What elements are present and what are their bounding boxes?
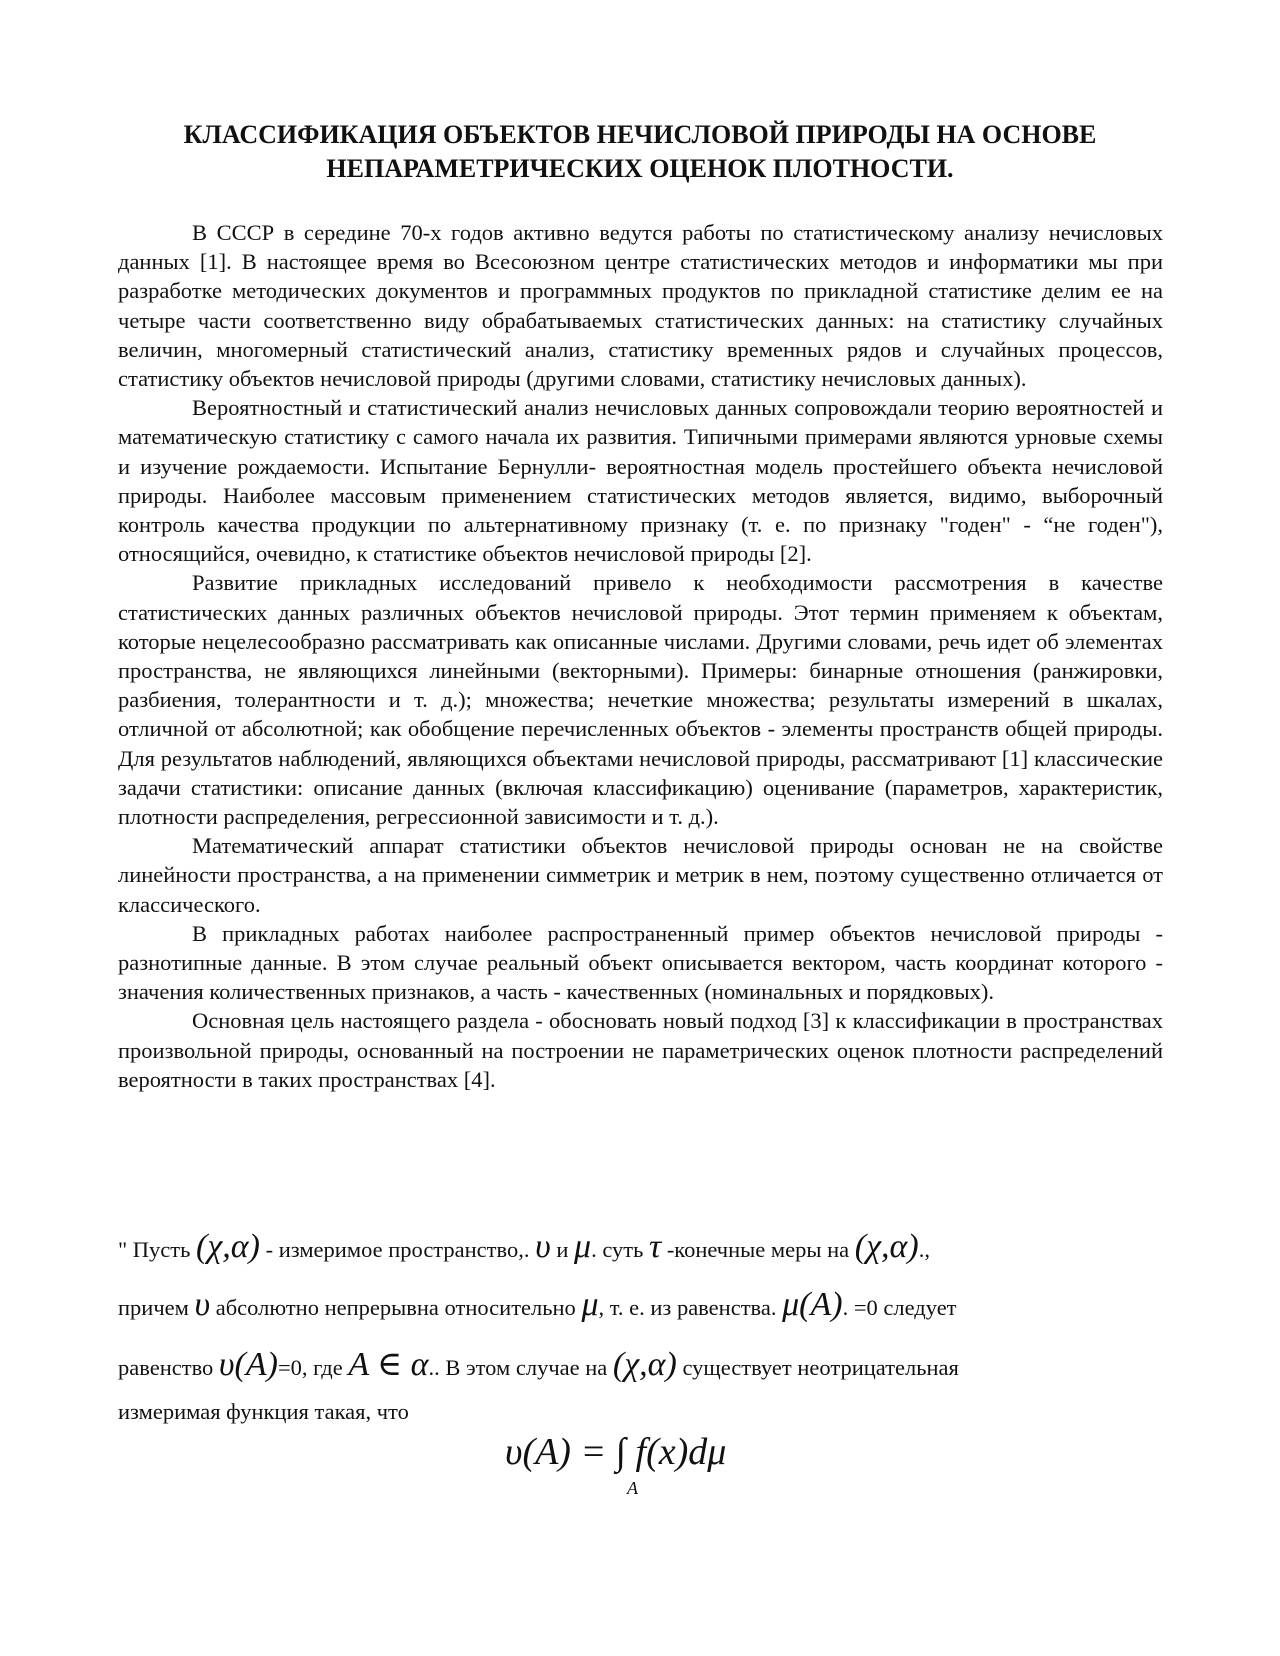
body-text — [118, 218, 1163, 1094]
text-run: =0, где — [277, 1355, 349, 1380]
math-line-3 — [118, 1334, 1163, 1396]
paragraph: В прикладных работах наиболее распространенный пример объектов нечисловой природы - разнотипные данные. В этом случае реальный объект описывается вектором, часть координат которого - значения количественных признаков, а часть - качественных (номинальных и порядковых). — [118, 920, 1163, 1005]
text-run: - измеримое пространство,. — [259, 1237, 536, 1262]
text-run: ., — [918, 1237, 930, 1262]
math-line-1 — [118, 1218, 1163, 1276]
math-pair: (χ,α) — [196, 1228, 260, 1265]
text-run: -конечные меры на — [661, 1237, 855, 1262]
text-run: . =0 следует — [842, 1295, 957, 1320]
paragraph: В СССР в середине 70-х годов активно ведутся работы по статистическому анализу нечисловых данных [1]. В настоящее время во Всесоюзном центре статистических методов и информатики мы при разработке методических документов и программных продуктов по прикладной статистике делим ее на четыре части соответственно виду обрабатываемых статистических данных: на статистику случайных величин, многомерный статистический анализ, статистику временных рядов и случайных процессов, статистику объектов нечисловой природы (другими словами, статистику нечисловых данных). — [118, 220, 1163, 392]
text-run: , т. е. из равенства. — [598, 1295, 783, 1320]
text-run: .. В этом случае на — [428, 1355, 613, 1380]
math-mu: μ — [574, 1228, 592, 1265]
math-upsilon: υ — [194, 1286, 211, 1323]
math-upsilon: υ — [535, 1228, 551, 1265]
paper-title — [110, 118, 1170, 186]
paragraph: Математический аппарат статистики объектов нечисловой природы основан не на свойстве линейности пространства, а на применении симметрик и метрик в нем, поэтому существенно отличается от классического. — [118, 833, 1163, 917]
text-run: измеримая функция такая, что — [118, 1399, 409, 1424]
text-run: причем — [118, 1295, 195, 1320]
text-run: существует неотрицательная — [676, 1355, 959, 1380]
math-line-2 — [118, 1276, 1163, 1334]
formula-body: υ(A) = ∫ f(x)dμ — [505, 1431, 727, 1473]
math-upsilon-of-a: υ(A) — [218, 1346, 278, 1383]
title-line-2: НЕПАРАМЕТРИЧЕСКИХ ОЦЕНОК ПЛОТНОСТИ. — [326, 154, 954, 183]
text-run: абсолютно непрерывна относительно — [210, 1295, 582, 1320]
definition-block — [118, 1218, 1163, 1428]
math-pair: (χ,α) — [854, 1228, 919, 1265]
integral-subscript: A — [627, 1478, 638, 1498]
math-mu: μ — [581, 1286, 599, 1323]
text-run: " Пусть — [118, 1237, 197, 1262]
display-formula — [505, 1430, 727, 1498]
math-mu-of-a: μ(A) — [782, 1286, 843, 1323]
paragraph: Вероятностный и статистический анализ нечисловых данных сопровождали теорию вероятностей и математическую статистику с самого начала их развития. Типичными примерами являются урновые схемы и изучение рождаемости. Испытание Бернулли- вероятностная модель простейшего объекта нечисловой природы. Наиболее массовым применением статистических методов является, видимо, выборочный контроль качества продукции по альтернативному признаку (т. е. по признаку "годен" - “не годен"), относящийся, очевидно, к статистике объектов нечисловой природы [2]. — [118, 395, 1163, 567]
text-run: и — [550, 1237, 575, 1262]
math-tau: τ — [649, 1228, 662, 1265]
text-run: . суть — [591, 1237, 650, 1262]
paragraph: Развитие прикладных исследований привело к необходимости рассмотрения в качестве статистических данных различных объектов нечисловой природы. Этот термин применяем к объектам, которые нецелесообразно рассматривать как описанные числами. Другими словами, речь идет об элементах пространства, не являющихся линейными (векторными). Примеры: бинарные отношения (ранжировки, разбиения, толерантности и т. д.); множества; нечеткие множества; результаты измерений в шкалах, отличной от абсолютной; как обобщение перечисленных объектов - элементы пространств общей природы. Для результатов наблюдений, являющихся объектами нечисловой природы, рассматривают [1] классические задачи статистики: описание данных (включая классификацию) оценивание (параметров, характеристик, плотности распределения, регрессионной зависимости и т. д.). — [118, 570, 1163, 830]
math-a-in-alpha: A ∈ α — [348, 1346, 429, 1383]
math-pair: (χ,α) — [612, 1346, 677, 1383]
title-line-1: КЛАССИФИКАЦИЯ ОБЪЕКТОВ НЕЧИСЛОВОЙ ПРИРОДЫ НА ОСНОВЕ — [183, 120, 1097, 149]
math-line-4 — [118, 1396, 1163, 1428]
text-run: равенство — [118, 1355, 219, 1380]
paragraph: Основная цель настоящего раздела - обосновать новый подход [3] к классификации в пространствах произвольной природы, основанный на построении не параметрических оценок плотности распределений вероятности в таких пространствах [4]. — [118, 1008, 1163, 1092]
